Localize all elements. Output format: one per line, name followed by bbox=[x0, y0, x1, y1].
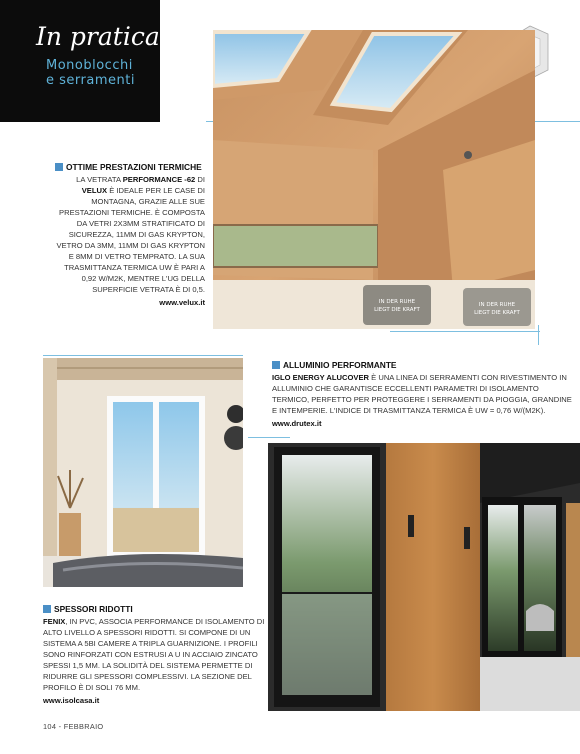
section-script-title: In pratica bbox=[36, 22, 160, 51]
article-velux-intro-a: LA VETRATA bbox=[76, 175, 123, 184]
article-velux-intro-b: DI bbox=[195, 175, 205, 184]
rule-mid bbox=[390, 331, 540, 332]
article-isolcasa bbox=[43, 604, 265, 706]
article-velux-product: PERFORMANCE -62 bbox=[122, 175, 196, 184]
article-drutex-body: È UNA LINEA DI SERRAMENTI CON RIVESTIMENTO IN ALLUMINIO CHE GARANTISCE ECCELLENTI PARAMETRI DI ISOLAMENTO TERMICO, PERFETTO PER PROTEGGERE I SERRAMENTI DA PIOGGIA, GRANDINE E INTEMPERIE. L'INDICE DI TRASMITTANZA TERMICA È UW = 0,76 W/(M2K). bbox=[272, 373, 572, 415]
article-velux-body: È IDEALE PER LE CASE DI MONTAGNA, GRAZIE ALLE SUE PRESTAZIONI TERMICHE. È COMPOSTA DA VETRI 2X3MM STRATIFICATO DI SICUREZZA, 11MM DI GAS KRYPTON, VETRO DA 3MM, 11MM DI GAS KRYPTON E 8MM DI VETRO TEMPRATO. LA SUA TRASMITTANZA TERMICA UW È PARI A 0,92 W/M2K, MENTRE L'UG DELLA SUPERFICIE VETRATA È DI 0,5. bbox=[56, 186, 205, 294]
isolcasa-photo bbox=[43, 358, 243, 587]
rule-right bbox=[248, 437, 290, 438]
article-drutex-product: IGLO ENERGY ALUCOVER bbox=[272, 373, 370, 382]
article-drutex-heading: ALLUMINIO PERFORMANTE bbox=[272, 360, 572, 371]
velux-photo bbox=[213, 30, 535, 329]
article-velux bbox=[55, 162, 205, 308]
rule-left bbox=[43, 355, 243, 356]
svg-text:LIEGT DIE KRAFT: LIEGT DIE KRAFT bbox=[474, 310, 520, 316]
section-header bbox=[0, 0, 160, 122]
isolcasa-link[interactable]: www.isolcasa.it bbox=[43, 696, 100, 705]
article-isolcasa-body: , IN PVC, ASSOCIA PERFORMANCE DI ISOLAMENTO DI ALTO LIVELLO A SPESSORI RIDOTTI. SI COMPONE DI UN SISTEMA A 5BI CAMERE A TRIPLA GUARNIZIONE. I PROFILI SONO RINFORZATI CON ESTRUSI A U IN ACCIAIO ZINCATO SPESSI 1,5 MM. LA SOLIDITÀ DEL SISTEMA PERMETTE DI RIDURRE GLI SPESSORI COMPLESSIVI. LA SEZIONE DEL PROFILO È DI SOLI 76 MM. bbox=[43, 617, 265, 692]
pillow-left bbox=[363, 285, 431, 325]
subtitle-line-1: Monoblocchi bbox=[46, 58, 133, 73]
drutex-link[interactable]: www.drutex.it bbox=[272, 419, 322, 428]
page-footer: 104 - FEBBRAIO bbox=[43, 722, 104, 731]
drutex-photo bbox=[268, 443, 580, 711]
rule-mid-vertical bbox=[538, 325, 539, 345]
article-isolcasa-product: FENIX bbox=[43, 617, 66, 626]
article-velux-brand: VELUX bbox=[81, 186, 108, 195]
section-subtitle bbox=[46, 58, 135, 88]
article-isolcasa-heading: SPESSORI RIDOTTI bbox=[43, 604, 265, 615]
svg-text:IN DER RUHE: IN DER RUHE bbox=[378, 299, 416, 305]
bullet-square-icon bbox=[55, 163, 63, 171]
svg-text:IN DER RUHE: IN DER RUHE bbox=[478, 302, 516, 308]
bullet-square-icon bbox=[272, 361, 280, 369]
article-velux-heading: OTTIME PRESTAZIONI TERMICHE bbox=[55, 162, 205, 173]
velux-link[interactable]: www.velux.it bbox=[159, 298, 205, 307]
svg-text:LIEGT DIE KRAFT: LIEGT DIE KRAFT bbox=[374, 307, 420, 313]
subtitle-line-2: e serramenti bbox=[46, 73, 135, 88]
bullet-square-icon bbox=[43, 605, 51, 613]
article-drutex bbox=[272, 360, 572, 429]
